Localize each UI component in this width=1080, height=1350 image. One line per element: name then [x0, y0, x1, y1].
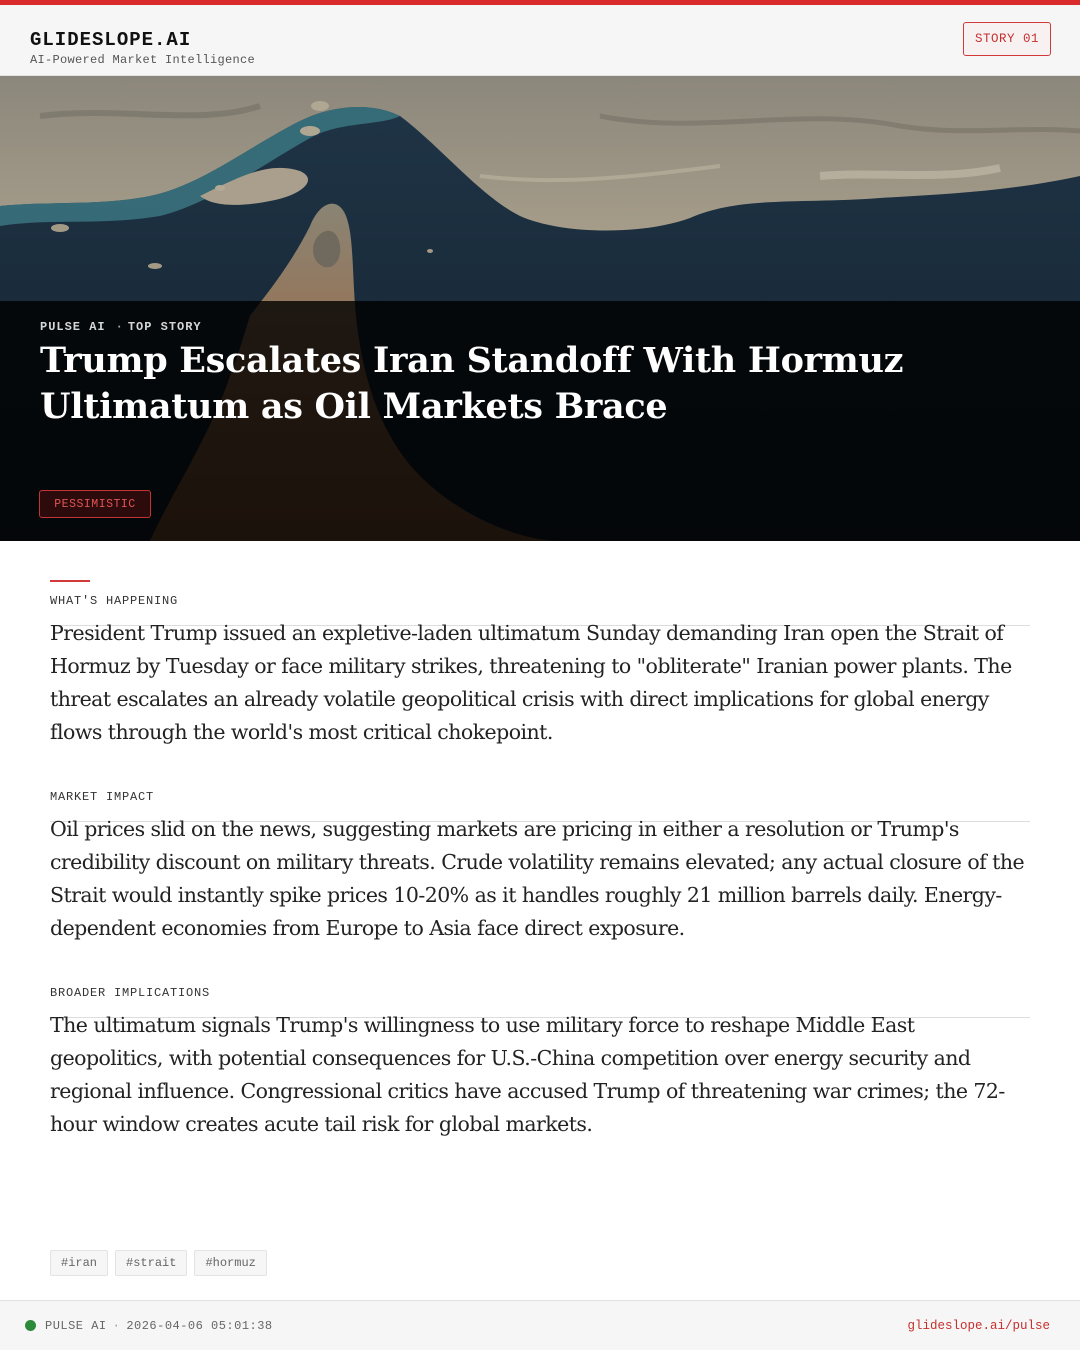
section-body-market-impact: Oil prices slid on the news, suggesting markets are pricing in either a resolution or Trump's credibility discount on military threats. Crude volatility remains elevated; any actual closure of the Strait would instantly spike prices 10-20% as it handles roughly 21 million barrels daily. Energy-dependent economies from Europe to Asia face direct exposure. — [50, 817, 1025, 940]
section-label-whats-happening: WHAT'S HAPPENING — [50, 594, 179, 608]
tag-hormuz[interactable]: #hormuz — [194, 1250, 266, 1276]
section-body-broader-implications: The ultimatum signals Trump's willingness to use military force to reshape Middle East geopolitics, with potential consequences for U.S.-China competition over energy security and regional influence. Congressional critics have accused Trump of threatening war crimes; the 72-hour window creates acute tail risk for global markets. — [50, 1013, 1005, 1136]
footer-timestamp: 2026-04-06 05:01:38 — [126, 1319, 273, 1333]
section-label-market-impact: MARKET IMPACT — [50, 790, 155, 804]
kicker-section: TOP STORY — [127, 320, 202, 334]
kicker-source: PULSE AI — [40, 320, 106, 334]
brand-tagline: AI-Powered Market Intelligence — [30, 53, 256, 67]
site-footer — [0, 1300, 1080, 1350]
story-kicker — [40, 320, 202, 334]
story-number-badge: STORY 01 — [963, 22, 1051, 56]
section-body-whats-happening: President Trump issued an expletive-laden ultimatum Sunday demanding Iran open the Strait of Hormuz by Tuesday or face military strikes, threatening to "obliterate" Iranian power plants. The threat escalates an already volatile geopolitical crisis with direct implications for global energy flows through the world's most critical chokepoint. — [50, 621, 1012, 744]
footer-separator: · — [112, 1319, 121, 1333]
sentiment-badge: PESSIMISTIC — [39, 490, 151, 518]
footer-meta — [45, 1319, 273, 1333]
live-status-dot-icon — [25, 1320, 36, 1331]
site-header — [0, 5, 1080, 76]
hero-section — [0, 76, 1080, 541]
tag-iran[interactable]: #iran — [50, 1250, 108, 1276]
story-headline: Trump Escalates Iran Standoff With Hormuz Ultimatum as Oil Markets Brace — [40, 340, 904, 427]
tag-list — [50, 1250, 267, 1276]
brand-logo-text[interactable]: GLIDESLOPE.AI — [30, 29, 192, 51]
footer-link[interactable]: glideslope.ai/pulse — [907, 1319, 1050, 1333]
kicker-separator: · — [115, 320, 124, 334]
tag-strait[interactable]: #strait — [115, 1250, 187, 1276]
section-accent-rule — [50, 580, 90, 582]
section-label-broader-implications: BROADER IMPLICATIONS — [50, 986, 211, 1000]
footer-source: PULSE AI — [45, 1319, 107, 1333]
